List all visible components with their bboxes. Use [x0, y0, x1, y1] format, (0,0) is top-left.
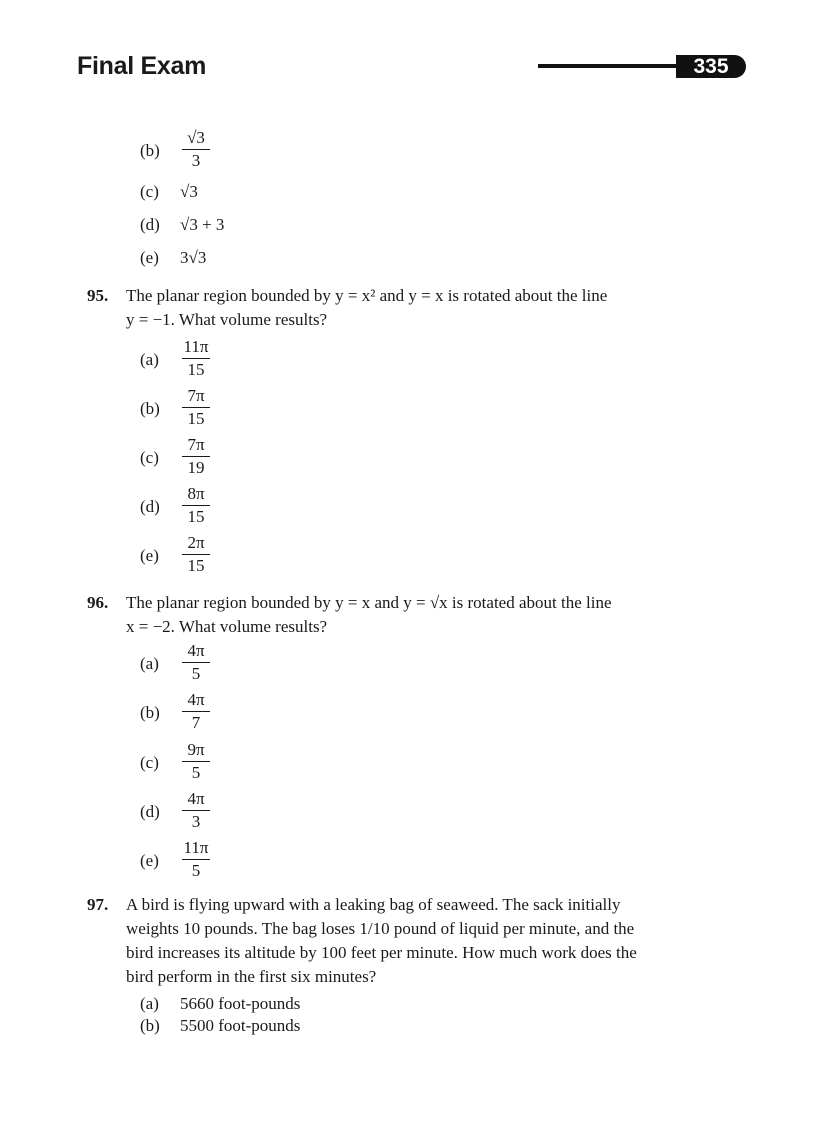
- option-value: 5660 foot-pounds: [180, 994, 301, 1013]
- fraction-numerator: 11π: [183, 337, 209, 356]
- option-fraction: [181, 385, 211, 430]
- option-fraction: [181, 689, 211, 734]
- option-value: √3 + 3: [180, 215, 225, 234]
- option-fraction: [181, 336, 211, 381]
- option-value: 3√3: [180, 248, 207, 267]
- fraction-denominator: 5: [191, 861, 201, 880]
- option-fraction: [181, 127, 211, 172]
- option-label: (d): [140, 215, 160, 234]
- question-text: [126, 591, 656, 639]
- fraction-numerator: 4π: [187, 641, 205, 660]
- option-label: (b): [140, 703, 160, 722]
- option-fraction: [181, 640, 211, 685]
- fraction-denominator: 7: [191, 713, 201, 732]
- option-label: (e): [140, 851, 159, 870]
- fraction-denominator: 5: [191, 763, 201, 782]
- header-rule: [538, 64, 698, 68]
- option-label: (d): [140, 802, 160, 821]
- question-line: bird increases its altitude by 100 feet per minute. How much work does the: [126, 943, 637, 962]
- option-label: (b): [140, 399, 160, 418]
- fraction-numerator: 4π: [187, 690, 205, 709]
- fraction-numerator: 7π: [187, 386, 205, 405]
- option-label: (a): [140, 654, 159, 673]
- fraction-denominator: 3: [191, 151, 201, 170]
- fraction-denominator: 19: [187, 458, 205, 477]
- option-label: (c): [140, 753, 159, 772]
- option-fraction: [181, 739, 211, 784]
- fraction-denominator: 15: [187, 409, 205, 428]
- option-fraction: [181, 837, 211, 882]
- option-value: 5500 foot-pounds: [180, 1016, 301, 1035]
- question-text: [126, 893, 656, 989]
- question-line: bird perform in the first six minutes?: [126, 967, 377, 986]
- fraction-denominator: 15: [187, 556, 205, 575]
- section-title: Final Exam: [77, 52, 206, 80]
- question-number: 95.: [87, 286, 109, 305]
- question-line: A bird is flying upward with a leaking bag of seaweed. The sack initially: [126, 895, 621, 914]
- fraction-denominator: 3: [191, 812, 201, 831]
- option-label: (c): [140, 182, 159, 201]
- question-line: x = −2. What volume results?: [126, 617, 328, 636]
- question-number: 96.: [87, 593, 109, 612]
- page-number-badge: 335: [676, 55, 746, 78]
- fraction-numerator: 4π: [187, 789, 205, 808]
- fraction-denominator: 15: [187, 507, 205, 526]
- option-label: (a): [140, 994, 159, 1013]
- fraction-denominator: 5: [191, 664, 201, 683]
- option-fraction: [181, 532, 211, 577]
- fraction-numerator: √3: [187, 128, 205, 147]
- fraction-numerator: 8π: [187, 484, 205, 503]
- option-label: (d): [140, 497, 160, 516]
- question-number: 97.: [87, 895, 109, 914]
- fraction-numerator: 7π: [187, 435, 205, 454]
- option-fraction: [181, 788, 211, 833]
- option-label: (c): [140, 448, 159, 467]
- option-value: √3: [180, 182, 198, 201]
- option-label: (a): [140, 350, 159, 369]
- option-label: (b): [140, 1016, 160, 1035]
- option-label: (e): [140, 248, 159, 267]
- fraction-numerator: 11π: [183, 838, 209, 857]
- question-line: The planar region bounded by y = x² and y = x is rotated about the line: [126, 286, 608, 305]
- option-fraction: [181, 434, 211, 479]
- fraction-numerator: 9π: [187, 740, 205, 759]
- fraction-numerator: 2π: [187, 533, 205, 552]
- option-label: (e): [140, 546, 159, 565]
- fraction-denominator: 15: [187, 360, 205, 379]
- question-line: The planar region bounded by y = x and y = √x is rotated about the line: [126, 593, 612, 612]
- option-label: (b): [140, 141, 160, 160]
- question-line: weights 10 pounds. The bag loses 1/10 pound of liquid per minute, and the: [126, 919, 635, 938]
- option-fraction: [181, 483, 211, 528]
- question-text: [126, 284, 656, 332]
- question-line: y = −1. What volume results?: [126, 310, 328, 329]
